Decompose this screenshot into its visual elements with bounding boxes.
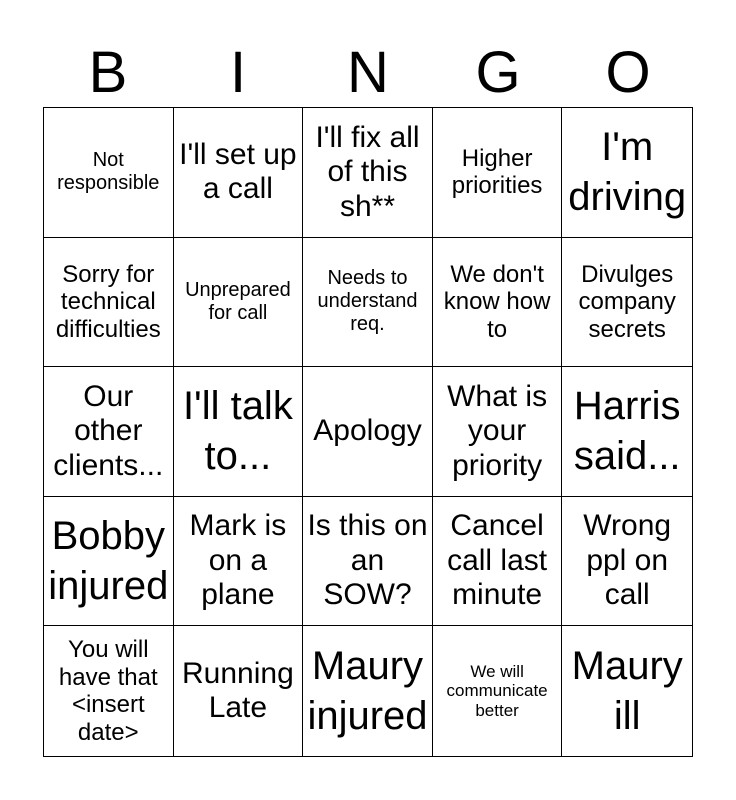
bingo-cell[interactable]	[44, 497, 174, 627]
bingo-cell-text: I'll talk to...	[182, 384, 293, 479]
bingo-cell[interactable]	[174, 108, 304, 238]
bingo-cell-text: You will have that <insert date>	[58, 636, 158, 746]
bingo-header	[43, 40, 693, 106]
bingo-cell-text: Mark is on a plane	[189, 509, 287, 612]
bingo-cell[interactable]	[562, 626, 692, 756]
bingo-cell[interactable]	[562, 367, 692, 497]
bingo-cell[interactable]	[44, 367, 174, 497]
bingo-cell[interactable]	[433, 238, 563, 368]
header-letter-i: I	[229, 40, 247, 105]
bingo-cell[interactable]	[174, 497, 304, 627]
header-letter-g: G	[475, 40, 521, 105]
bingo-cell-text: Bobby injured	[48, 514, 169, 609]
bingo-cell[interactable]	[44, 108, 174, 238]
bingo-cell[interactable]	[562, 108, 692, 238]
bingo-cell-text: Needs to understand req.	[317, 267, 418, 336]
bingo-cell[interactable]	[44, 238, 174, 368]
bingo-cell-text: Running Late	[182, 656, 294, 725]
bingo-cell-text: Unprepared for call	[185, 278, 291, 324]
bingo-cell-text: I'll fix all of this sh**	[315, 120, 420, 223]
bingo-cell[interactable]	[433, 367, 563, 497]
bingo-cell[interactable]	[174, 626, 304, 756]
bingo-cell[interactable]	[562, 497, 692, 627]
bingo-cell-text: Wrong ppl on call	[583, 509, 672, 612]
bingo-cell-text: I'll set up a call	[179, 137, 297, 206]
bingo-cell-text: Sorry for technical difficulties	[55, 260, 161, 343]
bingo-cell-text: Our other clients...	[53, 379, 164, 482]
bingo-cell-text: Divulges company secrets	[578, 260, 676, 343]
bingo-cell[interactable]	[562, 238, 692, 368]
bingo-cell-text: We will communicate better	[446, 661, 548, 720]
bingo-cell[interactable]	[174, 238, 304, 368]
bingo-cell-text: We don't know how to	[443, 260, 551, 343]
bingo-cell-text: Not responsible	[57, 149, 160, 195]
bingo-cell[interactable]	[433, 108, 563, 238]
bingo-cell-text: Is this on an SOW?	[307, 509, 428, 612]
bingo-cell-text: Cancel call last minute	[447, 509, 548, 612]
bingo-cell[interactable]	[174, 367, 304, 497]
bingo-cell[interactable]	[303, 367, 433, 497]
bingo-cell-text: Higher priorities	[451, 144, 543, 200]
header-letter-n: N	[347, 40, 389, 105]
bingo-cell[interactable]	[433, 626, 563, 756]
header-letter-o: O	[605, 40, 651, 105]
bingo-cell-text: Harris said...	[573, 384, 681, 479]
bingo-cell[interactable]	[303, 497, 433, 627]
bingo-cell[interactable]	[303, 108, 433, 238]
bingo-cell-text: I'm driving	[568, 125, 687, 220]
bingo-cell-text: What is your priority	[447, 379, 548, 482]
bingo-cell-text: Apology	[313, 414, 422, 448]
bingo-board	[43, 107, 693, 757]
bingo-cell[interactable]	[303, 626, 433, 756]
bingo-cell[interactable]	[44, 626, 174, 756]
bingo-cell-text: Maury ill	[571, 644, 683, 739]
header-letter-b: B	[88, 40, 128, 105]
bingo-cell[interactable]	[433, 497, 563, 627]
bingo-cell[interactable]	[303, 238, 433, 368]
bingo-cell-text: Maury injured	[307, 644, 428, 739]
